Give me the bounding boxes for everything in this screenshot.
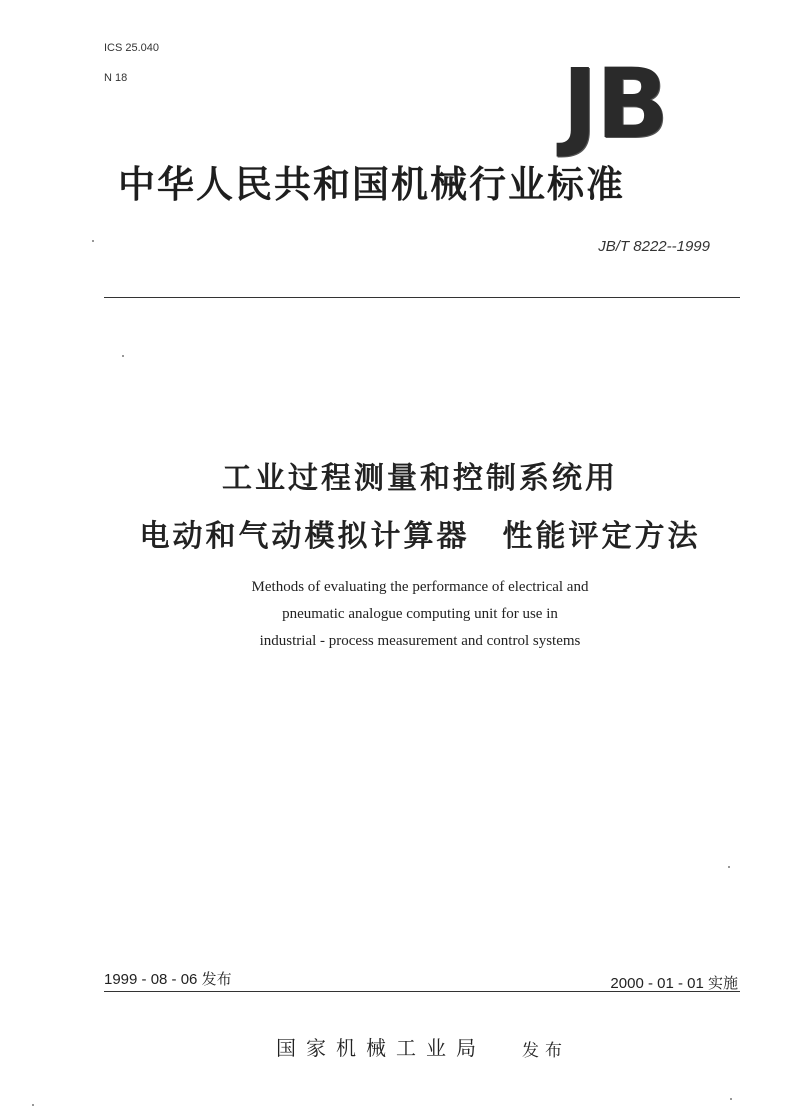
- publisher: 国家机械工业局: [276, 1036, 486, 1060]
- english-title: [120, 574, 720, 655]
- standard-number: JB/T 8222--1999: [598, 238, 710, 255]
- scan-speck: [122, 355, 124, 357]
- chinese-title-line-1: 工业过程测量和控制系统用: [222, 461, 618, 496]
- ccs-code: N 18: [104, 72, 128, 84]
- jb-logo: JB: [562, 48, 667, 160]
- implementation-date: 2000 - 01 - 01 实施: [610, 975, 738, 992]
- standard-title: 中华人民共和国机械行业标准: [118, 163, 625, 206]
- scan-speck: [32, 1104, 34, 1106]
- english-title-line-2: pneumatic analogue computing unit for use in: [282, 606, 558, 622]
- header-divider: [104, 297, 740, 298]
- publish-action: 发布: [522, 1041, 568, 1061]
- footer-divider: [104, 991, 740, 992]
- chinese-title: [60, 450, 780, 566]
- scan-speck: [92, 240, 94, 242]
- chinese-title-line-2: 电动和气动模拟计算器 性能评定方法: [139, 519, 701, 554]
- english-title-line-3: industrial - process measurement and control systems: [259, 633, 581, 649]
- english-title-line-1: Methods of evaluating the performance of electrical and: [251, 579, 589, 595]
- scan-speck: [728, 866, 730, 868]
- ics-code: ICS 25.040: [104, 42, 160, 54]
- scan-speck: [730, 1098, 732, 1100]
- issue-date: 1999 - 08 - 06 发布: [104, 971, 232, 988]
